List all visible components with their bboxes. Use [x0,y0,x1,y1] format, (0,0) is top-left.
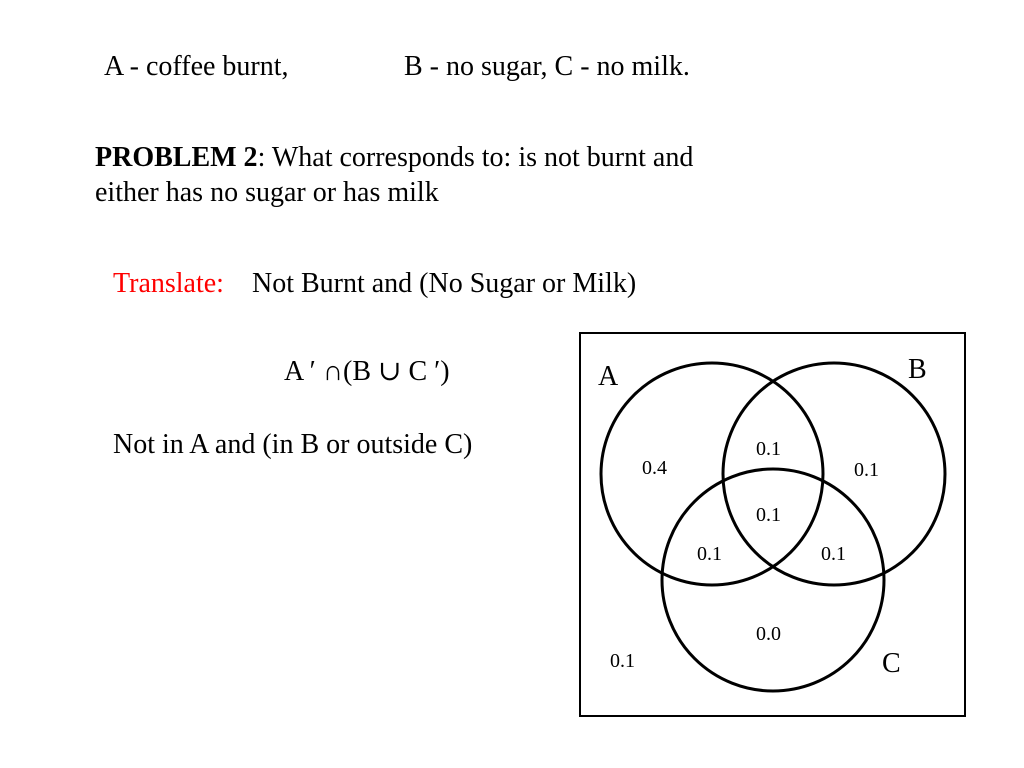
region-c-only: 0.0 [756,623,781,645]
region-a-only: 0.4 [642,457,667,479]
region-outside: 0.1 [610,650,635,672]
region-a-and-b: 0.1 [756,438,781,460]
translate-label: Translate: [113,268,224,299]
region-b-and-c: 0.1 [821,543,846,565]
set-formula: A ′ ∩(B ∪ C ′) [284,356,450,387]
formula-meaning: Not in A and (in B or outside C) [113,429,473,460]
problem-label: PROBLEM 2 [95,142,258,173]
definition-a: A - coffee burnt, [104,51,289,82]
problem-text-1: : What corresponds to: is not burnt and [257,142,694,173]
definition-b-c: B - no sugar, C - no milk. [404,51,690,82]
label-b: B [908,354,927,385]
circle-c [662,469,884,691]
translate-text: Not Burnt and (No Sugar or Milk) [251,268,637,299]
label-c: C [882,648,901,679]
region-b-only: 0.1 [854,459,879,481]
problem-text-2: either has no sugar or has milk [95,177,439,208]
region-a-and-c: 0.1 [697,543,722,565]
region-a-b-c: 0.1 [756,504,781,526]
label-a: A [598,361,619,392]
